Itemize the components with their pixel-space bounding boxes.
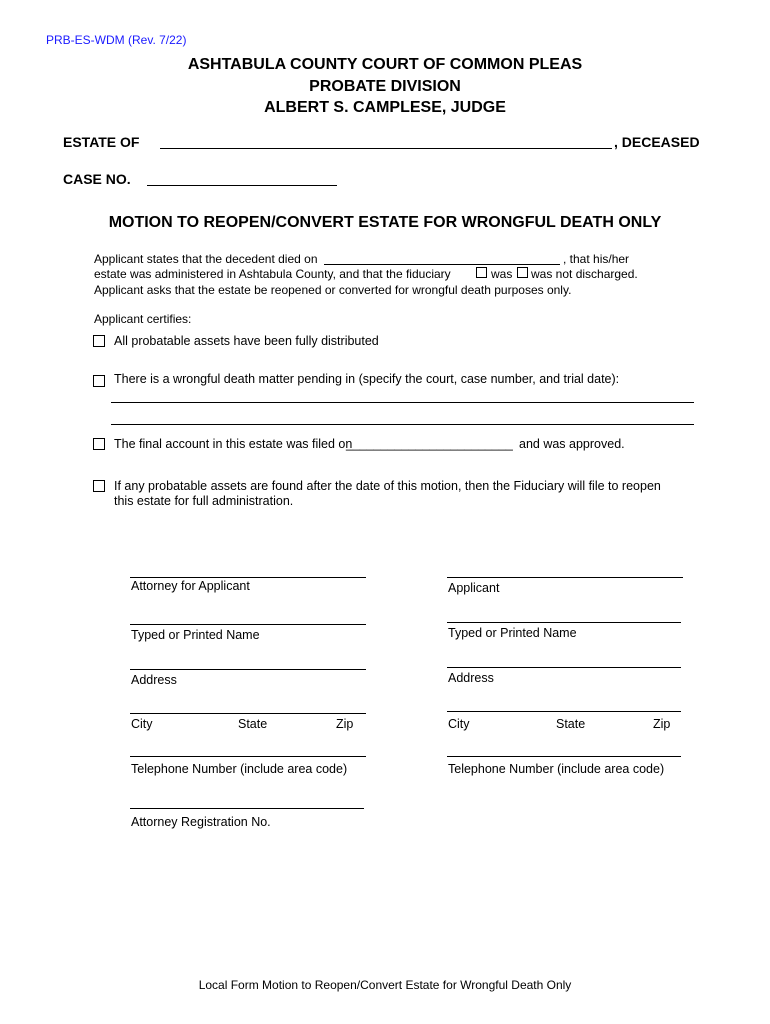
his-her-text: , that his/her bbox=[563, 252, 630, 266]
was-discharged-checkbox[interactable] bbox=[476, 267, 487, 278]
deceased-label: , DECEASED bbox=[614, 134, 700, 150]
distributed-checkbox[interactable] bbox=[93, 335, 105, 347]
applicant-city-line[interactable] bbox=[447, 711, 681, 712]
attorney-registration-line[interactable] bbox=[130, 808, 364, 809]
applicant-signature-line[interactable] bbox=[447, 577, 683, 578]
division-name: PROBATE DIVISION bbox=[309, 78, 461, 95]
final-account-date-field[interactable]: ________________________ bbox=[346, 437, 513, 451]
attorney-registration-label: Attorney Registration No. bbox=[131, 815, 271, 829]
footer-text: Local Form Motion to Reopen/Convert Estate for Wrongful Death Only bbox=[198, 978, 572, 992]
date-of-death-field[interactable] bbox=[324, 264, 560, 265]
form-id: PRB-ES-WDM (Rev. 7/22) bbox=[46, 33, 187, 47]
estate-label: ESTATE OF bbox=[63, 134, 140, 150]
approved-label: and was approved. bbox=[519, 437, 625, 451]
applicant-name-label: Typed or Printed Name bbox=[448, 626, 577, 640]
administered-text: estate was administered in Ashtabula County, and that the fiduciary bbox=[94, 267, 451, 281]
future-assets-label-2: this estate for full administration. bbox=[114, 494, 294, 508]
attorney-state-label: State bbox=[238, 717, 268, 731]
was-not-discharged-checkbox[interactable] bbox=[517, 267, 528, 278]
court-name: ASHTABULA COUNTY COURT OF COMMON PLEAS bbox=[187, 56, 583, 73]
applicant-address-label: Address bbox=[448, 671, 494, 685]
attorney-address-line[interactable] bbox=[130, 669, 366, 670]
died-on-text: Applicant states that the decedent died on bbox=[94, 252, 318, 266]
future-assets-checkbox[interactable] bbox=[93, 480, 105, 492]
certifies-label: Applicant certifies: bbox=[94, 312, 192, 326]
attorney-phone-label: Telephone Number (include area code) bbox=[131, 762, 348, 776]
attorney-address-label: Address bbox=[131, 673, 177, 687]
future-assets-label: If any probatable assets are found after the date of this motion, then the Fiduciary will file to reopen bbox=[114, 479, 661, 493]
attorney-name-line[interactable] bbox=[130, 624, 366, 625]
wrongful-death-label: There is a wrongful death matter pending in (specify the court, case number, and trial date): bbox=[114, 372, 620, 386]
applicant-address-line[interactable] bbox=[447, 667, 681, 668]
asks-text: Applicant asks that the estate be reopened or converted for wrongful death purposes only. bbox=[94, 283, 572, 297]
wrongful-death-checkbox[interactable] bbox=[93, 375, 105, 387]
applicant-name-line[interactable] bbox=[447, 622, 681, 623]
applicant-state-label: State bbox=[556, 717, 586, 731]
applicant-zip-label: Zip bbox=[653, 717, 671, 731]
attorney-title: Attorney for Applicant bbox=[131, 579, 250, 593]
applicant-phone-line[interactable] bbox=[447, 756, 681, 757]
applicant-city-label: City bbox=[448, 717, 470, 731]
wrongful-death-details-line-1[interactable] bbox=[111, 402, 694, 403]
judge-name: ALBERT S. CAMPLESE, JUDGE bbox=[264, 99, 506, 116]
final-account-label: The final account in this estate was filed on bbox=[114, 437, 353, 451]
form-title: MOTION TO REOPEN/CONVERT ESTATE FOR WRONGFUL DEATH ONLY bbox=[108, 214, 662, 231]
final-account-checkbox[interactable] bbox=[93, 438, 105, 450]
attorney-city-label: City bbox=[131, 717, 153, 731]
applicant-phone-label: Telephone Number (include area code) bbox=[448, 762, 665, 776]
case-number-field[interactable] bbox=[147, 185, 337, 186]
attorney-phone-line[interactable] bbox=[130, 756, 366, 757]
was-not-label: was not discharged. bbox=[531, 267, 638, 281]
attorney-signature-line[interactable] bbox=[130, 577, 366, 578]
estate-name-field[interactable] bbox=[160, 148, 612, 149]
was-label: was bbox=[491, 267, 513, 281]
case-label: CASE NO. bbox=[63, 171, 131, 187]
attorney-city-line[interactable] bbox=[130, 713, 366, 714]
applicant-title: Applicant bbox=[448, 581, 500, 595]
distributed-label: All probatable assets have been fully distributed bbox=[114, 334, 379, 348]
attorney-name-label: Typed or Printed Name bbox=[131, 628, 260, 642]
wrongful-death-details-line-2[interactable] bbox=[111, 424, 694, 425]
attorney-zip-label: Zip bbox=[336, 717, 354, 731]
